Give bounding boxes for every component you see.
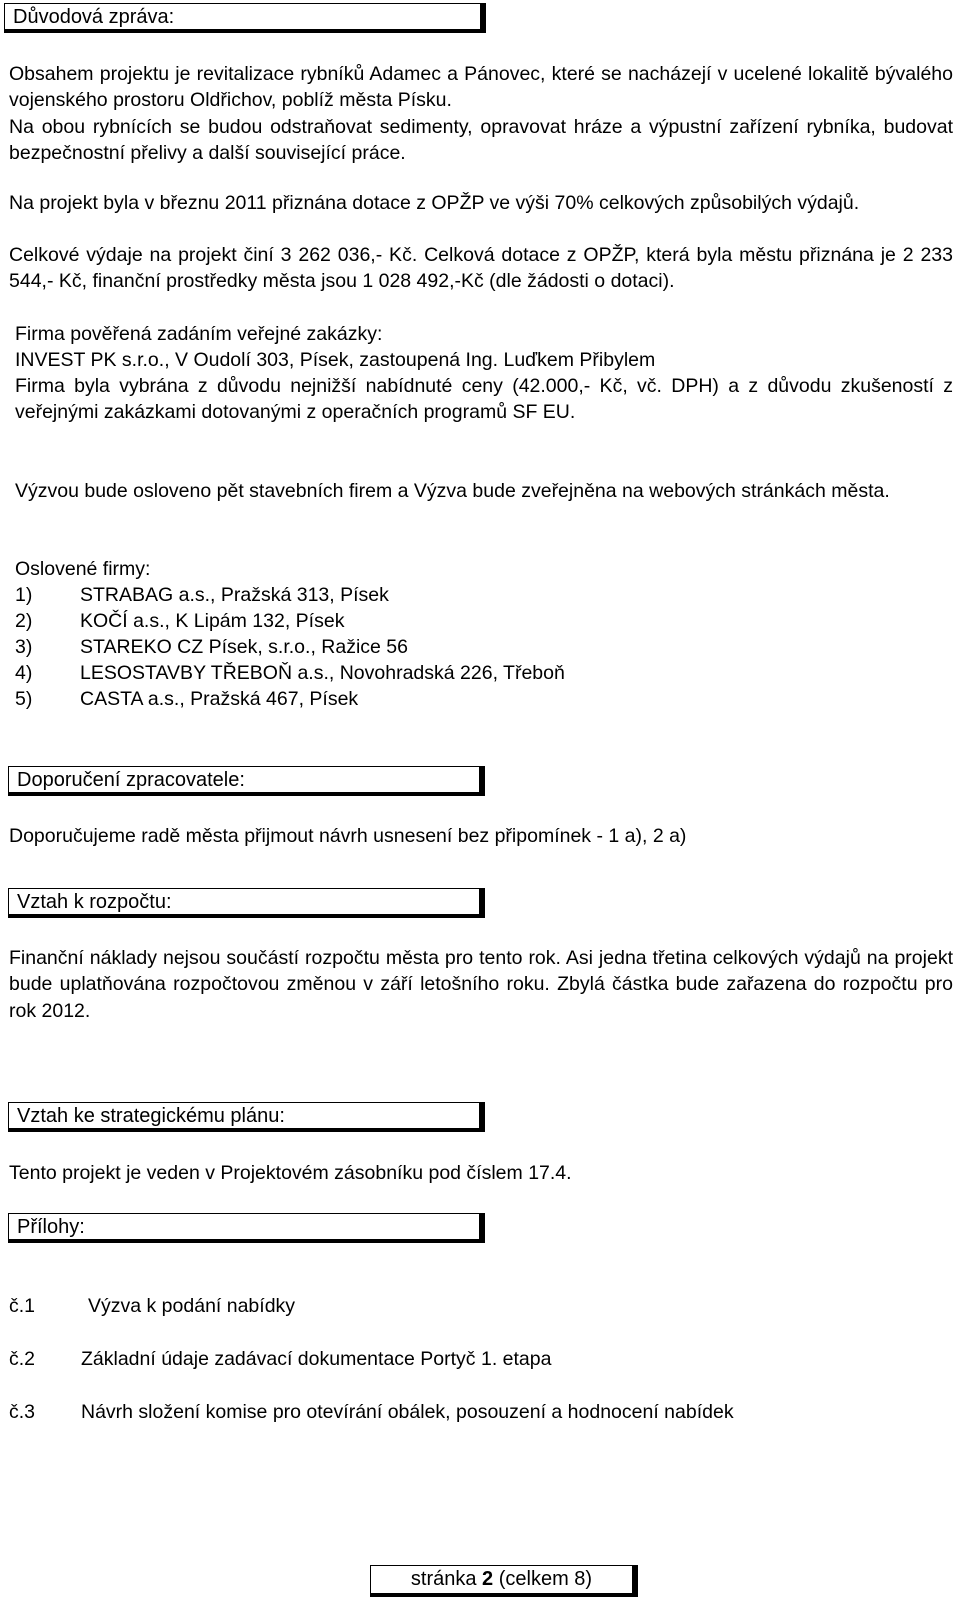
attachment-number: č.1 bbox=[9, 1295, 36, 1317]
paragraph-strategy: Tento projekt je veden v Projektovém zásobníku pod číslem 17.4. bbox=[9, 1162, 572, 1184]
list-number: 5) bbox=[15, 688, 33, 710]
list-text: LESOSTAVBY TŘEBOŇ a.s., Novohradská 226, Třeboň bbox=[80, 662, 565, 684]
attachment-item bbox=[9, 1346, 551, 1372]
paragraph-subsidy: Na projekt byla v březnu 2011 přiznána dotace z OPŽP ve výši 70% celkových způsobilých výdajů. bbox=[9, 192, 860, 214]
attachment-item bbox=[9, 1293, 295, 1319]
attachment-text: Návrh složení komise pro otevírání obálek, posouzení a hodnocení nabídek bbox=[81, 1401, 734, 1423]
firm-name: INVEST PK s.r.o., V Oudolí 303, Písek, zastoupená Ing. Luďkem Přibylem bbox=[15, 349, 656, 371]
heading-text: Doporučení zpracovatele: bbox=[17, 769, 245, 791]
list-number: 4) bbox=[15, 662, 33, 684]
list-number: 1) bbox=[15, 584, 33, 606]
list-item bbox=[15, 582, 389, 608]
heading-text: Přílohy: bbox=[17, 1216, 85, 1238]
paragraph-project-content: Obsahem projektu je revitalizace rybníků Adamec a Pánovec, které se nacházejí v ucelené lokalitě bývalého vojenského prostoru Oldřichov, poblíž města Písku. bbox=[9, 63, 953, 112]
firm-label: Firma pověřená zadáním veřejné zakázky: bbox=[15, 323, 383, 345]
list-number: 2) bbox=[15, 610, 33, 632]
heading-text: Vztah ke strategickému plánu: bbox=[17, 1105, 285, 1127]
attachment-item bbox=[9, 1399, 734, 1425]
attachment-text: Základní údaje zadávací dokumentace Portyč 1. etapa bbox=[81, 1348, 552, 1370]
section-heading-strategie bbox=[8, 1102, 485, 1132]
list-number: 3) bbox=[15, 636, 33, 658]
paragraph-recommendation: Doporučujeme radě města přijmout návrh usnesení bez připomínek - 1 a), 2 a) bbox=[9, 825, 687, 847]
list-text: CASTA a.s., Pražská 467, Písek bbox=[80, 688, 359, 710]
list-item bbox=[15, 634, 408, 660]
page-footer bbox=[370, 1565, 638, 1597]
section-heading-duvodova bbox=[4, 3, 486, 33]
heading-text: Vztah k rozpočtu: bbox=[17, 891, 172, 913]
paragraph-budget: Finanční náklady nejsou součástí rozpočtu města pro tento rok. Asi jedna třetina celkových výdajů na projekt bude uplatňována rozpočtovou změnou v září letošního roku. Zbylá částka bude zařazena do rozpočtu pro rok 2012. bbox=[9, 947, 953, 1022]
list-item bbox=[15, 660, 565, 686]
paragraph-works: Na obou rybnících se budou odstraňovat sedimenty, opravovat hráze a výpustní zařízení rybníka, budovat bezpečnostní přelivy a další související práce. bbox=[9, 116, 953, 165]
section-heading-doporuceni bbox=[8, 766, 485, 796]
attachment-number: č.2 bbox=[9, 1348, 36, 1370]
attachment-number: č.3 bbox=[9, 1401, 36, 1423]
heading-text: Důvodová zpráva: bbox=[13, 6, 175, 28]
attachment-text: Výzva k podání nabídky bbox=[88, 1295, 296, 1317]
list-text: KOČÍ a.s., K Lipám 132, Písek bbox=[80, 610, 345, 632]
paragraph-costs: Celkové výdaje na projekt činí 3 262 036,- Kč. Celková dotace z OPŽP, která byla městu přiznána je 2 233 544,- Kč, finanční prostředky města jsou 1 028 492,-Kč (dle žádosti o dotaci). bbox=[9, 244, 953, 293]
section-heading-prilohy bbox=[8, 1213, 485, 1243]
paragraph-vyzva: Výzvou bude osloveno pět stavebních firem a Výzva bude zveřejněna na webových stránkách města. bbox=[15, 480, 890, 502]
list-item bbox=[15, 686, 358, 712]
firm-reason: Firma byla vybrána z důvodu nejnižší nabídnuté ceny (42.000,- Kč, vč. DPH) a z důvodu zkušeností z veřejnými zakázkami dotovanými z operačních programů SF EU. bbox=[15, 375, 953, 424]
contacted-firms-label: Oslovené firmy: bbox=[15, 558, 151, 580]
footer-total: (celkem 8) bbox=[498, 1568, 593, 1590]
list-item bbox=[15, 608, 344, 634]
footer-prefix: stránka bbox=[410, 1568, 477, 1590]
list-text: STRABAG a.s., Pražská 313, Písek bbox=[80, 584, 389, 606]
list-text: STAREKO CZ Písek, s.r.o., Ražice 56 bbox=[80, 636, 408, 658]
footer-page-number: 2 bbox=[482, 1568, 494, 1590]
section-heading-rozpocet bbox=[8, 888, 485, 918]
